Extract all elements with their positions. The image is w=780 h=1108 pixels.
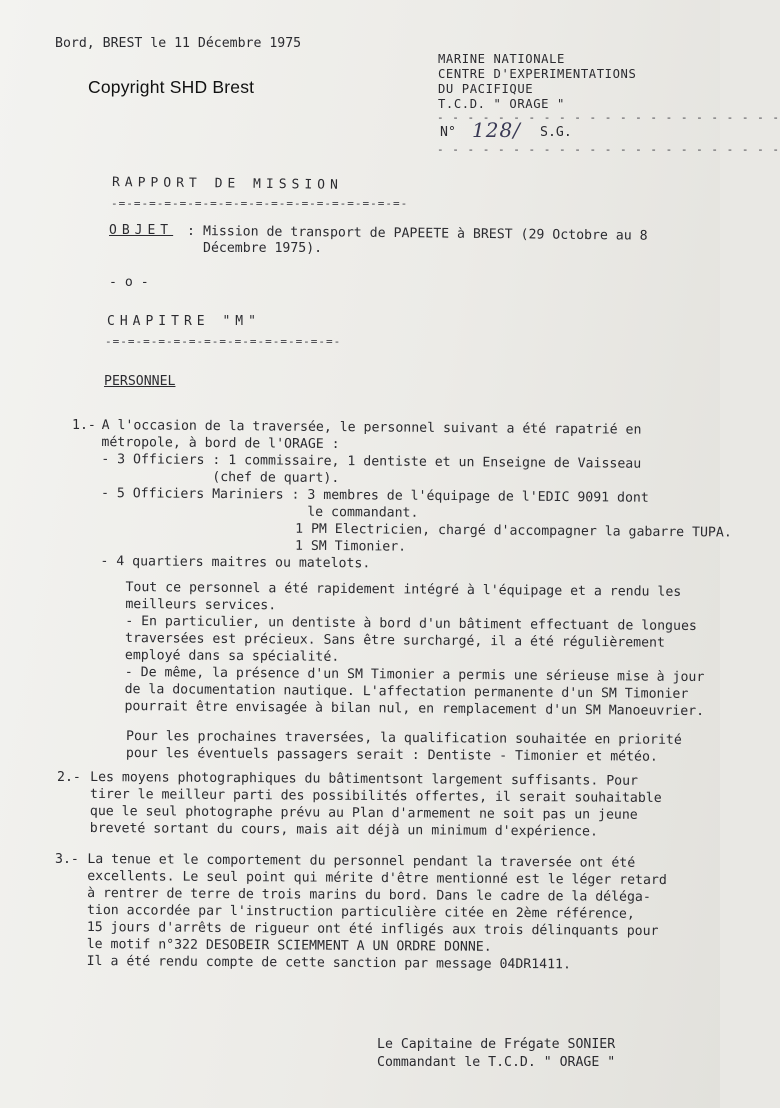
objet-label: OBJET bbox=[109, 223, 174, 238]
text-line: 15 jours d'arrêts de rigueur ont été infligés aux trois délinquants pour bbox=[86, 919, 659, 939]
text-line: - En particulier, un dentiste à bord d'un bâtiment effectuant de longues bbox=[125, 614, 697, 634]
text-line: que le seul photographe prévu au Plan d'armement ne soit pas un jeune bbox=[89, 804, 638, 823]
copyright-watermark: Copyright SHD Brest bbox=[88, 77, 255, 97]
text-line: Il a été rendu compte de cette sanction par message 04DR1411. bbox=[86, 953, 571, 973]
section-heading: PERSONNEL bbox=[104, 374, 176, 389]
text-line: Les moyens photographiques du bâtimentsont largement suffisants. Pour bbox=[90, 770, 639, 789]
item1-list bbox=[88, 417, 732, 576]
text-line: - 5 Officiers Mariniers : 3 membres de l'équipage de l'EDIC 9091 dont bbox=[100, 486, 649, 506]
objet-colon: : bbox=[187, 224, 195, 239]
item1-closing bbox=[126, 728, 682, 766]
header-block bbox=[438, 52, 636, 112]
text-line: pourrait être envisagée à bilan nul, en remplacement d'un SM Manoeuvrier. bbox=[124, 698, 705, 720]
text-line: - 3 Officiers : 1 commissaire, 1 dentiste et un Enseigne de Vaisseau bbox=[101, 452, 642, 472]
text-line: - 4 quartiers maitres ou matelots. bbox=[100, 553, 371, 572]
text-line: traversées est précieux. Sans être surchargé, il a été régulièrement bbox=[125, 631, 666, 651]
header-line: DU PACIFIQUE bbox=[438, 82, 534, 96]
header-line: T.C.D. " ORAGE " bbox=[438, 97, 565, 111]
text-line: employé dans sa spécialité. bbox=[124, 647, 340, 665]
title-underline: -=-=-=-=-=-=-=-=-=-=-=-=-=-=-=-=-=-=-=- bbox=[111, 197, 409, 210]
separator: - o - bbox=[109, 275, 149, 290]
text-line: 1 PM Electricien, chargé d'accompagner la gabarre TUPA. bbox=[88, 519, 732, 541]
text-line: Tout ce personnel a été rapidement intégré à l'équipage et a rendu les bbox=[125, 580, 682, 600]
number-label: N° bbox=[440, 125, 456, 140]
item-number: 2.- bbox=[57, 770, 81, 785]
signature-line: Commandant le T.C.D. " ORAGE " bbox=[377, 1055, 616, 1070]
text-line: 1 SM Timonier. bbox=[88, 536, 407, 555]
item-number: 3.- bbox=[55, 852, 79, 867]
text-line: Pour les prochaines traversées, la qualification souhaitée en priorité bbox=[126, 729, 682, 748]
item2-paragraph bbox=[90, 769, 662, 841]
signature-line: Le Capitaine de Frégate SONIER bbox=[377, 1037, 616, 1052]
text-line: excellents. Le seul point qui mérite d'être mentionné est le léger retard bbox=[87, 869, 667, 889]
text-line: de la documentation nautique. L'affectation permanente d'un SM Timonier bbox=[124, 681, 689, 702]
text-line: (chef de quart). bbox=[101, 469, 340, 487]
objet-line2: Décembre 1975). bbox=[203, 241, 323, 256]
header-divider: - - - - - - - - - - - - - - - - - - - - - - - bbox=[437, 111, 780, 124]
header-line: MARINE NATIONALE bbox=[438, 52, 565, 66]
text-line: meilleurs services. bbox=[125, 597, 277, 614]
text-line: à rentrer de terre de trois marins du bord. Dans le cadre de la déléga- bbox=[87, 886, 651, 905]
report-title: RAPPORT DE MISSION bbox=[111, 175, 343, 193]
text-line: tion accordée par l'instruction particulière citée en 2ème référence, bbox=[86, 903, 635, 922]
document-number: 128/ bbox=[472, 118, 521, 142]
dateline: Bord, BREST le 11 Décembre 1975 bbox=[55, 36, 302, 51]
text-line: métropole, à bord de l'ORAGE : bbox=[101, 435, 340, 453]
header-divider: - - - - - - - - - - - - - - - - - - - - - - - bbox=[437, 143, 780, 156]
item3-paragraph bbox=[87, 851, 667, 974]
item1-paragraph bbox=[124, 579, 705, 720]
text-line: A l'occasion de la traversée, le personnel suivant a été rapatrié en bbox=[101, 418, 642, 438]
item-number: 1.- bbox=[72, 418, 96, 433]
chapter-title: CHAPITRE "M" bbox=[107, 314, 261, 329]
text-line: le motif n°322 DESOBEIR SCIEMMENT A UN ORDRE DONNE. bbox=[86, 936, 492, 955]
chapter-underline: -=-=-=-=-=-=-=-=-=-=-=-=-=-=-=- bbox=[105, 335, 342, 348]
text-line: tirer le meilleur parti des possibilités offertes, il serait souhaitable bbox=[90, 787, 662, 806]
objet-line1: Mission de transport de PAPEETE à BREST (29 Octobre au 8 bbox=[202, 224, 648, 244]
header-line: CENTRE D'EXPERIMENTATIONS bbox=[438, 67, 637, 81]
text-line: le commandant. bbox=[100, 502, 419, 521]
text-line: La tenue et le comportement du personnel pendant la traversée ont été bbox=[87, 852, 636, 871]
text-line: breveté sortant du cours, mais ait déjà un minimum d'expérience. bbox=[89, 820, 599, 840]
text-line: pour les éventuels passagers serait : Dentiste - Timonier et météo. bbox=[125, 746, 658, 765]
text-line: - De même, la présence d'un SM Timonier a permis une sérieuse mise à jour bbox=[124, 664, 705, 686]
number-suffix: S.G. bbox=[540, 125, 572, 140]
